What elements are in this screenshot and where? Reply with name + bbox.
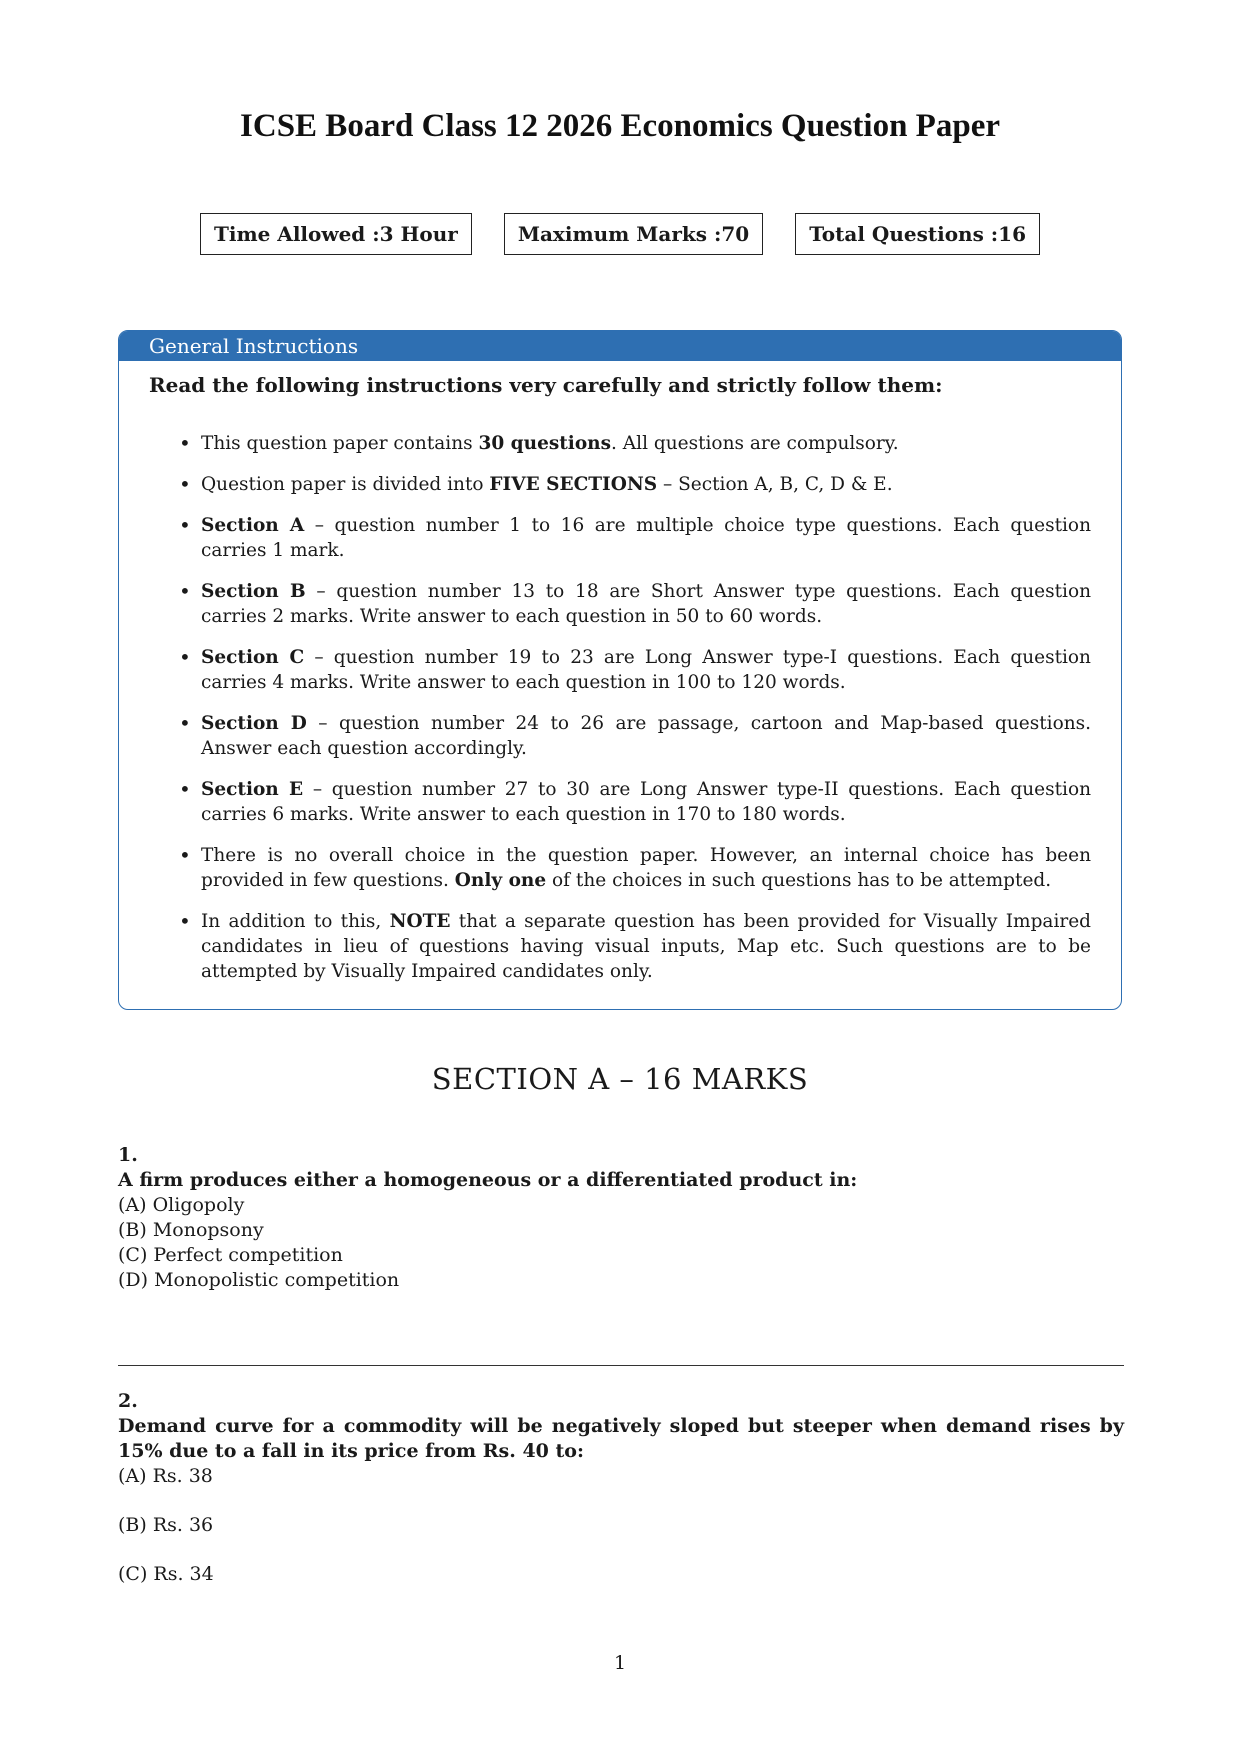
- paper-meta-row: [0, 213, 1240, 255]
- instruction-text: – question number 13 to 18 are Short Answer type questions. Each question carries 2 marks. Write answer to each question in 50 to 60 words.: [201, 581, 1091, 627]
- instruction-emphasis: 30 questions: [478, 433, 612, 454]
- general-instructions-heading: General Instructions: [119, 331, 1121, 361]
- instruction-text: . All questions are compulsory.: [611, 433, 899, 454]
- instruction-item: [201, 431, 1091, 456]
- instruction-text: – question number 24 to 26 are passage, cartoon and Map-based questions. Answer each question accordingly.: [201, 713, 1092, 759]
- maximum-marks-box: Maximum Marks :70: [504, 213, 763, 255]
- instruction-text: In addition to this,: [201, 911, 390, 932]
- instruction-item: [201, 472, 1091, 497]
- instruction-item: [201, 909, 1091, 984]
- question-1: [118, 1143, 1124, 1293]
- question-text: A firm produces either a homogeneous or a differentiated product in:: [118, 1169, 858, 1191]
- instruction-text: There is no overall choice in the question paper. However, an internal choice has been provided in few questions.: [201, 845, 1091, 891]
- option-a: (A) Oligopoly: [118, 1194, 245, 1216]
- instruction-emphasis: Section B: [201, 581, 306, 602]
- option-a: (A) Rs. 38: [118, 1465, 213, 1487]
- general-instructions-panel: [118, 330, 1122, 1010]
- instruction-item: [201, 579, 1091, 629]
- time-allowed-box: Time Allowed :3 Hour: [200, 213, 472, 255]
- question-divider: [118, 1365, 1124, 1366]
- instructions-list: [201, 431, 1091, 984]
- instruction-emphasis: FIVE SECTIONS: [489, 474, 658, 495]
- instruction-text: – Section A, B, C, D & E.: [657, 474, 893, 495]
- instruction-emphasis: NOTE: [389, 911, 451, 932]
- option-c: (C) Rs. 34: [118, 1563, 214, 1585]
- question-number: 1.: [118, 1144, 138, 1166]
- instruction-emphasis: Section D: [201, 713, 307, 734]
- instruction-text: – question number 19 to 23 are Long Answer type-I questions. Each question carries 4 marks. Write answer to each question in 100 to 120 words.: [201, 647, 1091, 693]
- instruction-text: This question paper contains: [201, 433, 479, 454]
- question-text: Demand curve for a commodity will be negatively sloped but steeper when demand rises by 15% due to a fall in its price from Rs. 40 to:: [118, 1415, 1124, 1462]
- instruction-item: [201, 645, 1091, 695]
- page-number: 1: [613, 1652, 627, 1674]
- instruction-item: [201, 777, 1091, 827]
- instruction-text: Question paper is divided into: [201, 474, 490, 495]
- option-d: (D) Monopolistic competition: [118, 1269, 400, 1291]
- instruction-text: of the choices in such questions has to be attempted.: [546, 870, 1052, 891]
- instruction-text: – question number 1 to 16 are multiple choice type questions. Each question carries 1 mark.: [201, 515, 1091, 561]
- question-number: 2.: [118, 1390, 138, 1412]
- option-b: (B) Rs. 36: [118, 1514, 214, 1536]
- paper-title: ICSE Board Class 12 2026 Economics Question Paper: [240, 108, 1000, 144]
- instruction-emphasis: Section A: [201, 515, 305, 536]
- option-b: (B) Monopsony: [118, 1219, 264, 1241]
- instruction-text: that a separate question has been provided for Visually Impaired candidates in lieu of questions having visual inputs, Map etc. Such questions are to be attempted by Visually Impaired candidates only.: [201, 911, 1091, 982]
- instruction-item: [201, 711, 1091, 761]
- instruction-text: – question number 27 to 30 are Long Answer type-II questions. Each question carries 6 marks. Write answer to each question in 170 to 180 words.: [201, 779, 1091, 825]
- instruction-item: [201, 513, 1091, 563]
- section-a-title: SECTION A – 16 MARKS: [431, 1062, 809, 1096]
- instruction-item: [201, 843, 1091, 893]
- instruction-emphasis: Section E: [201, 779, 304, 800]
- option-c: (C) Perfect competition: [118, 1244, 343, 1266]
- instruction-emphasis: Only one: [454, 870, 547, 891]
- total-questions-box: Total Questions :16: [795, 213, 1040, 255]
- question-2: [118, 1389, 1124, 1611]
- instruction-emphasis: Section C: [201, 647, 305, 668]
- instructions-lead: Read the following instructions very carefully and strictly follow them:: [149, 373, 943, 397]
